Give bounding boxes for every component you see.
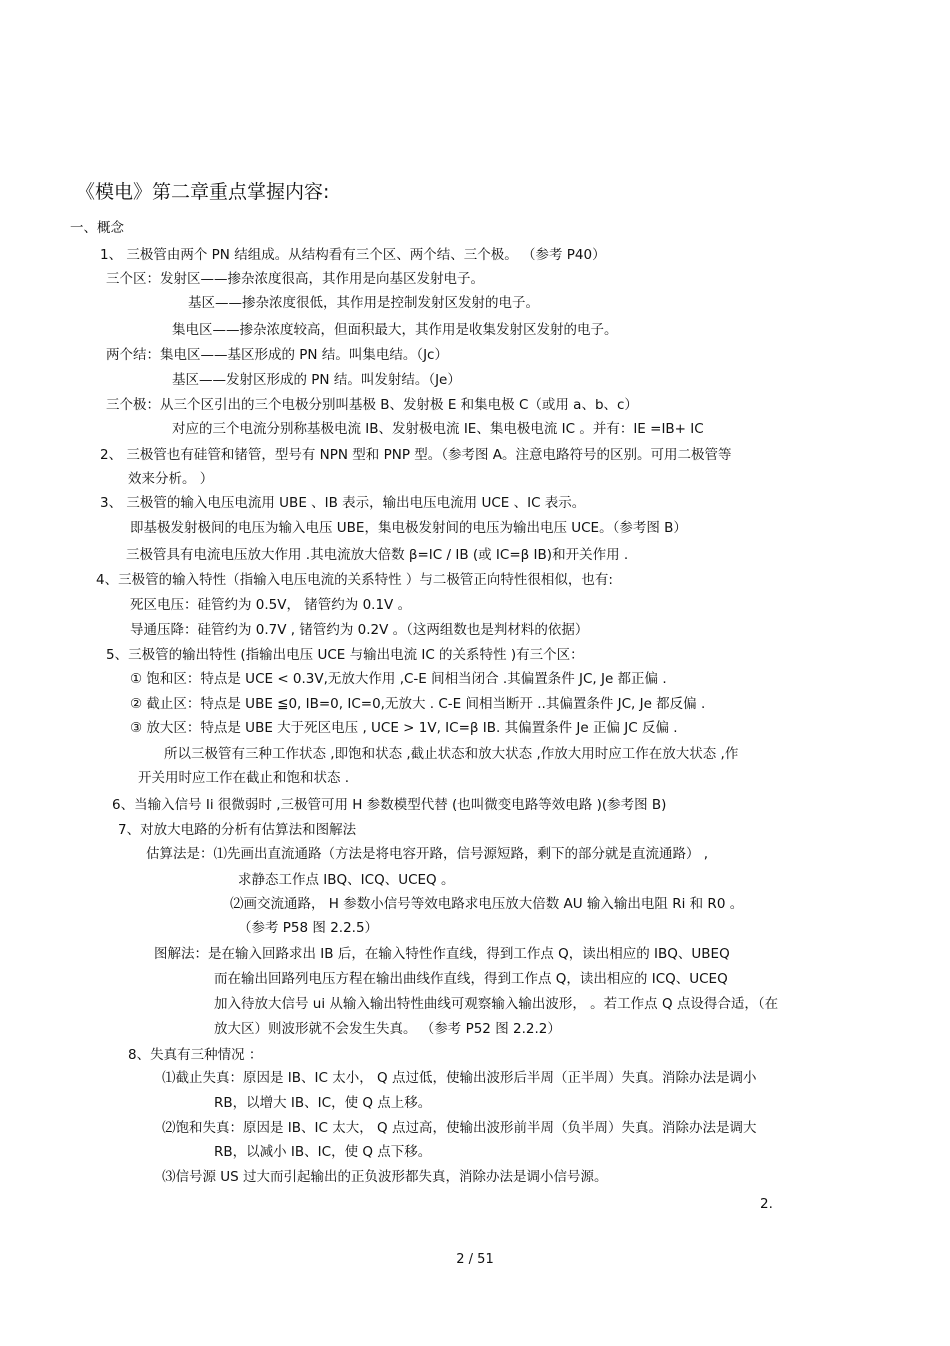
- text-line: ② 截止区：特点是 UBE ≦0, IB=0, IC=0,无放大 . C-E 间相当断开 ..其偏置条件 JC, Je 都反偏 .: [130, 696, 706, 712]
- text-line: 三个极：从三个区引出的三个电极分别叫基极 B、发射极 E 和集电极 C（或用 a、b、c）: [106, 397, 638, 413]
- text-line: ⑵画交流通路， H 参数小信号等效电路求电压放大倍数 AU 输入输出电阻 Ri 和 R0 。: [230, 896, 744, 912]
- text-line: 5、三极管的输出特性 (指输出电压 UCE 与输出电流 IC 的关系特性 )有三个区：: [106, 647, 584, 663]
- text-line: 而在输出回路列电压方程在输出曲线作直线，得到工作点 Q，读出相应的 ICQ、UCEQ: [214, 971, 728, 987]
- text-line: 2、 三极管也有硅管和锗管，型号有 NPN 型和 PNP 型。（参考图 A。注意电路符号的区别。可用二极管等: [100, 447, 732, 463]
- text-line: 即基极发射极间的电压为输入电压 UBE，集电极发射间的电压为输出电压 UCE。（参考图 B）: [130, 520, 687, 536]
- section-heading: 一、概念: [70, 220, 124, 236]
- text-line: 集电区——掺杂浓度较高，但面积最大，其作用是收集发射区发射的电子。: [172, 322, 618, 338]
- text-line: RB，以减小 IB、IC，使 Q 点下移。: [214, 1144, 432, 1160]
- text-line: 8、失真有三种情况 ：: [128, 1047, 263, 1063]
- text-line: 1、 三极管由两个 PN 结组成。从结构看有三个区、两个结、三个极。 （参考 P40）: [100, 247, 606, 263]
- page-number: 2 / 51: [456, 1252, 494, 1267]
- text-line: 三个区：发射区——掺杂浓度很高，其作用是向基区发射电子。: [106, 271, 484, 287]
- text-line: ⑵饱和失真：原因是 IB、IC 太大， Q 点过高，使输出波形前半周（负半周）失真。消除办法是调大: [162, 1120, 757, 1136]
- text-line: 开关用时应工作在截止和饱和状态 .: [138, 770, 350, 786]
- text-line: RB，以增大 IB、IC，使 Q 点上移。: [214, 1095, 432, 1111]
- text-line: 死区电压：硅管约为 0.5V， 锗管约为 0.1V 。: [130, 597, 412, 613]
- text-line: 6、当输入信号 Ii 很微弱时 ,三极管可用 H 参数模型代替 (也叫微变电路等效电路 )(参考图 B): [112, 797, 667, 813]
- text-line: 求静态工作点 IBQ、ICQ、UCEQ 。: [238, 872, 455, 888]
- text-line: （参考 P58 图 2.2.5）: [238, 920, 379, 936]
- page-mark: 2.: [760, 1196, 773, 1212]
- text-line: 两个结：集电区——基区形成的 PN 结。叫集电结。（Jc）: [106, 347, 448, 363]
- text-line: 估算法是：⑴先画出直流通路（方法是将电容开路，信号源短路，剩下的部分就是直流通路） ,: [146, 846, 709, 862]
- text-line: 图解法：是在输入回路求出 IB 后，在输入特性作直线，得到工作点 Q，读出相应的 IBQ、UBEQ: [154, 946, 730, 962]
- text-line: 7、对放大电路的分析有估算法和图解法: [118, 822, 357, 838]
- text-line: 三极管具有电流电压放大作用 .其电流放大倍数 β=IC / IB (或 IC=β IB)和开关作用 .: [126, 547, 629, 563]
- text-line: 效来分析。 ）: [128, 471, 214, 487]
- page-title: 《模电》第二章重点掌握内容:: [76, 181, 330, 203]
- text-line: 3、 三极管的输入电压电流用 UBE 、IB 表示，输出电压电流用 UCE 、IC 表示。: [100, 495, 586, 511]
- text-line: 对应的三个电流分别称基极电流 IB、发射极电流 IE、集电极电流 IC 。并有：IE =IB+ IC: [172, 421, 704, 437]
- text-line: ① 饱和区：特点是 UCE < 0.3V,无放大作用 ,C-E 间相当闭合 .其偏置条件 JC, Je 都正偏 .: [130, 671, 667, 687]
- text-line: 加入待放大信号 ui 从输入输出特性曲线可观察输入输出波形， 。若工作点 Q 点设得合适，（在: [214, 996, 779, 1012]
- text-line: 导通压降：硅管约为 0.7V , 锗管约为 0.2V 。（这两组数也是判材料的依据）: [130, 622, 589, 638]
- text-line: ⑶信号源 US 过大而引起输出的正负波形都失真，消除办法是调小信号源。: [162, 1169, 608, 1185]
- text-line: 4、三极管的输入特性（指输入电压电流的关系特性 ）与二极管正向特性很相似，也有:: [96, 572, 613, 588]
- text-line: 基区——发射区形成的 PN 结。叫发射结。（Je）: [172, 372, 461, 388]
- text-line: 所以三极管有三种工作状态 ,即饱和状态 ,截止状态和放大状态 ,作放大用时应工作在放大状态 ,作: [164, 746, 739, 762]
- text-line: 基区——掺杂浓度很低，其作用是控制发射区发射的电子。: [188, 295, 539, 311]
- text-line: ③ 放大区：特点是 UBE 大于死区电压 , UCE > 1V, IC=β IB. 其偏置条件 Je 正偏 JC 反偏 .: [130, 720, 678, 736]
- text-line: 放大区）则波形就不会发生失真。 （参考 P52 图 2.2.2）: [214, 1021, 561, 1037]
- text-line: ⑴截止失真：原因是 IB、IC 太小， Q 点过低，使输出波形后半周（正半周）失真。消除办法是调小: [162, 1070, 757, 1086]
